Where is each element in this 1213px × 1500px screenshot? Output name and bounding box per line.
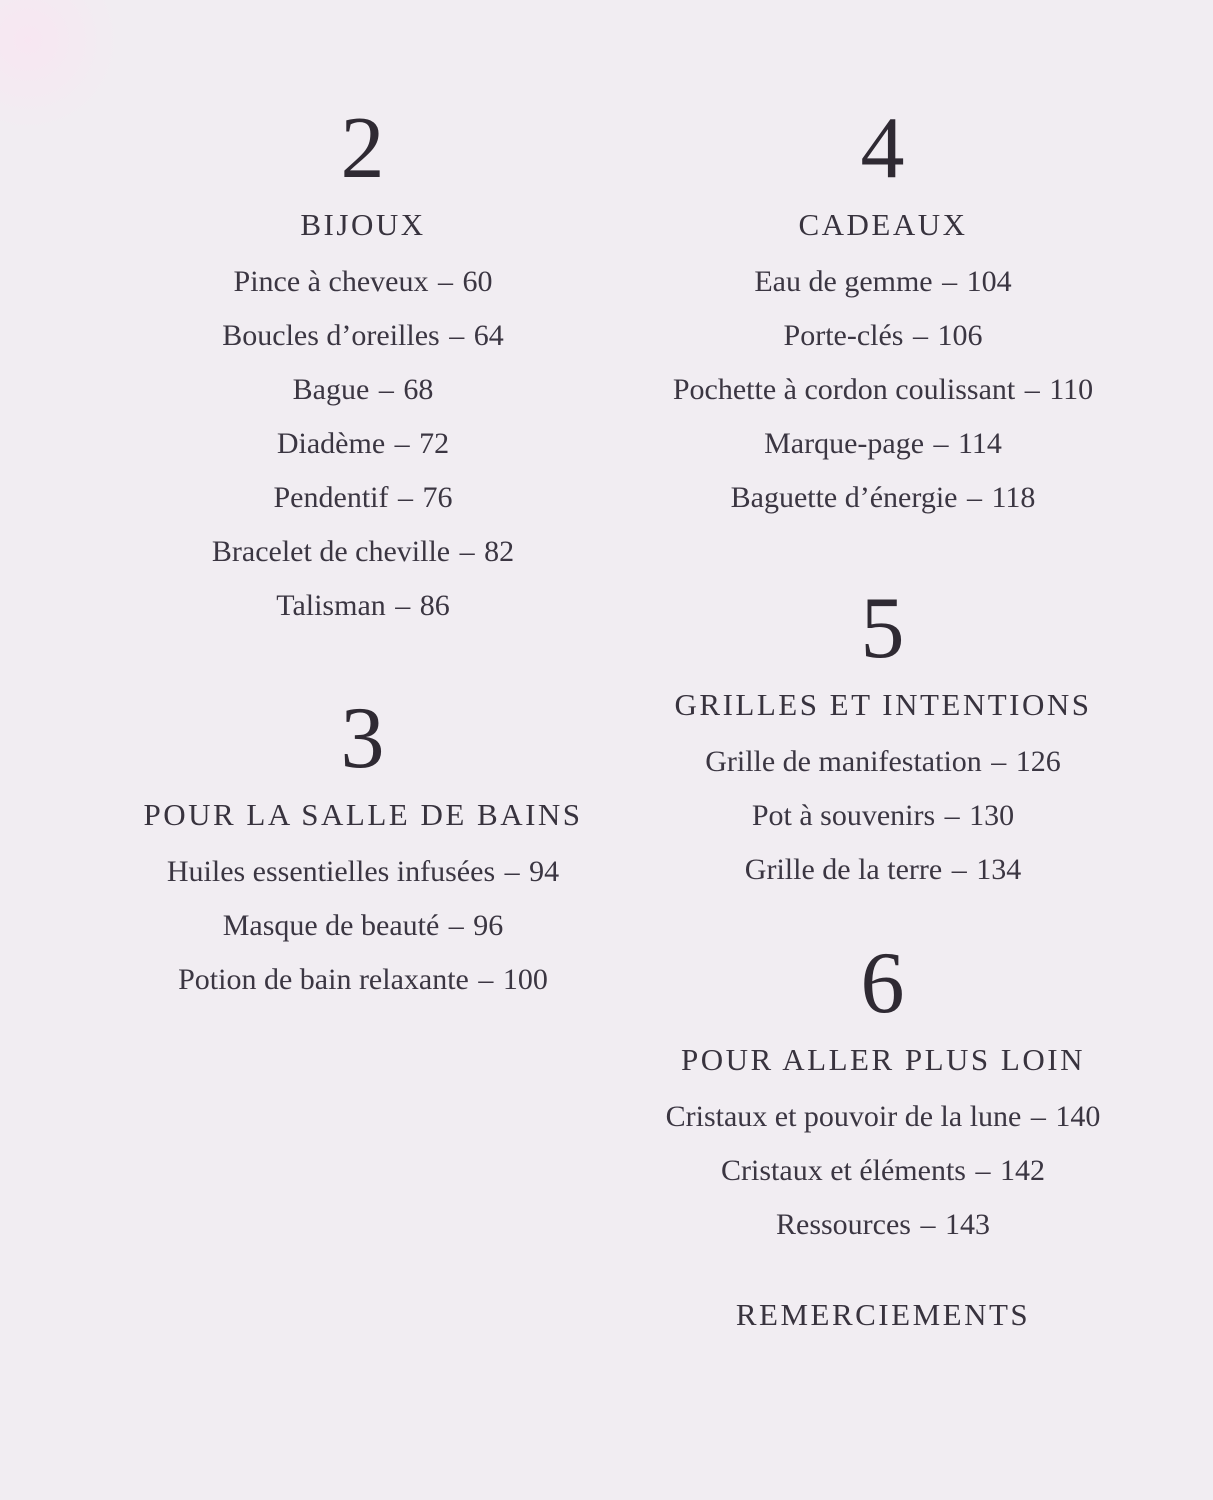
toc-item-label: Boucles d’oreilles: [222, 319, 440, 353]
chapter-items: [63, 255, 663, 633]
chapter-number: 5: [860, 580, 906, 677]
toc-item-label: Grille de manifestation: [705, 745, 982, 779]
toc-item-page: 76: [422, 481, 453, 515]
chapter-section-6: [583, 933, 1183, 1252]
chapter-number: 2: [340, 100, 386, 197]
chapter-items: [583, 1090, 1183, 1252]
toc-item-label: Pot à souvenirs: [751, 799, 936, 833]
toc-item-separator: –: [394, 427, 410, 461]
toc-item-separator: –: [912, 319, 928, 353]
toc-item-label: Diadème: [276, 427, 386, 461]
toc-item-page: 134: [976, 853, 1022, 887]
toc-item-separator: –: [397, 481, 413, 515]
chapter-number: 6: [860, 935, 906, 1032]
toc-item: [63, 471, 663, 525]
chapter-title: POUR LA SALLE DE BAINS: [143, 797, 583, 833]
chapter-title: POUR ALLER PLUS LOIN: [681, 1042, 1085, 1078]
toc-item-label: Potion de bain relaxante: [178, 963, 469, 997]
chapter-items: [583, 255, 1183, 525]
toc-item-page: 126: [1015, 745, 1061, 779]
chapter-items: [63, 845, 663, 1007]
toc-item: [63, 525, 663, 579]
toc-item-label: Masque de beauté: [222, 909, 440, 943]
toc-item: [63, 953, 663, 1007]
toc-item: [583, 1090, 1183, 1144]
toc-item-separator: –: [942, 265, 958, 299]
toc-item: [583, 417, 1183, 471]
toc-item: [63, 417, 663, 471]
toc-item: [63, 255, 663, 309]
toc-item-label: Cristaux et pouvoir de la lune: [665, 1100, 1022, 1134]
toc-item-page: 104: [966, 265, 1012, 299]
toc-item-label: Pendentif: [273, 481, 389, 515]
toc-item-separator: –: [975, 1154, 991, 1188]
toc-item-page: 72: [419, 427, 450, 461]
toc-item-separator: –: [920, 1208, 936, 1242]
toc-item-separator: –: [951, 853, 967, 887]
toc-item-page: 142: [999, 1154, 1045, 1188]
toc-item: [583, 1198, 1183, 1252]
toc-item-separator: –: [395, 589, 411, 623]
toc-item-separator: –: [448, 909, 464, 943]
chapter-items: [583, 735, 1183, 897]
chapter-number: 4: [860, 100, 906, 197]
toc-item-label: Ressources: [776, 1208, 911, 1242]
toc-item-separator: –: [991, 745, 1007, 779]
chapter-title: GRILLES ET INTENTIONS: [674, 687, 1092, 723]
toc-item: [63, 363, 663, 417]
toc-item: [63, 579, 663, 633]
toc-item-label: Bague: [292, 373, 370, 407]
toc-item-label: Porte-clés: [783, 319, 904, 353]
chapter-section-3: [63, 688, 663, 1007]
toc-item-page: 110: [1049, 373, 1094, 407]
toc-item-label: Baguette d’énergie: [730, 481, 958, 515]
chapter-number: 3: [340, 690, 386, 787]
toc-item: [583, 363, 1183, 417]
chapter-title: BIJOUX: [300, 207, 426, 243]
toc-item-page: 114: [958, 427, 1002, 461]
toc-item-separator: –: [1030, 1100, 1046, 1134]
toc-item-separator: –: [1024, 373, 1040, 407]
toc-item: [583, 843, 1183, 897]
toc-item-page: 94: [529, 855, 560, 889]
toc-item-separator: –: [459, 535, 475, 569]
toc-item-label: Huiles essentielles infusées: [166, 855, 496, 889]
chapter-section-4: [583, 98, 1183, 525]
toc-item-page: 60: [462, 265, 493, 299]
toc-item: [583, 789, 1183, 843]
toc-item-separator: –: [944, 799, 960, 833]
toc-item-page: 143: [944, 1208, 990, 1242]
toc-item-page: 140: [1055, 1100, 1101, 1134]
toc-item-label: Marque-page: [764, 427, 925, 461]
toc-item-label: Talisman: [276, 589, 386, 623]
toc-item: [583, 1144, 1183, 1198]
acknowledgements-heading: REMERCIEMENTS: [735, 1297, 1031, 1332]
toc-item-page: 100: [502, 963, 548, 997]
toc-item: [583, 471, 1183, 525]
toc-item-separator: –: [378, 373, 394, 407]
chapter-section-5: [583, 578, 1183, 897]
toc-item-separator: –: [437, 265, 453, 299]
toc-item: [583, 309, 1183, 363]
toc-item: [583, 735, 1183, 789]
toc-item-page: 82: [484, 535, 515, 569]
toc-item-page: 96: [473, 909, 504, 943]
toc-item-separator: –: [933, 427, 949, 461]
toc-item-separator: –: [449, 319, 465, 353]
toc-item-page: 118: [991, 481, 1036, 515]
toc-item-separator: –: [966, 481, 982, 515]
toc-item-page: 64: [473, 319, 504, 353]
toc-item-label: Grille de la terre: [744, 853, 943, 887]
toc-item-label: Pince à cheveux: [233, 265, 429, 299]
toc-item-page: 86: [419, 589, 450, 623]
toc-item: [63, 309, 663, 363]
toc-item-page: 68: [403, 373, 434, 407]
toc-item-page: 130: [969, 799, 1015, 833]
toc-item-separator: –: [478, 963, 494, 997]
toc-item-separator: –: [504, 855, 520, 889]
toc-item-label: Bracelet de cheville: [211, 535, 451, 569]
chapter-title: CADEAUX: [798, 207, 968, 243]
toc-item: [63, 899, 663, 953]
toc-item-page: 106: [937, 319, 983, 353]
toc-item-label: Cristaux et éléments: [721, 1154, 966, 1188]
toc-item-label: Eau de gemme: [754, 265, 933, 299]
chapter-section-2: [63, 98, 663, 633]
toc-item-label: Pochette à cordon coulissant: [672, 373, 1016, 407]
toc-item: [583, 255, 1183, 309]
toc-item: [63, 845, 663, 899]
